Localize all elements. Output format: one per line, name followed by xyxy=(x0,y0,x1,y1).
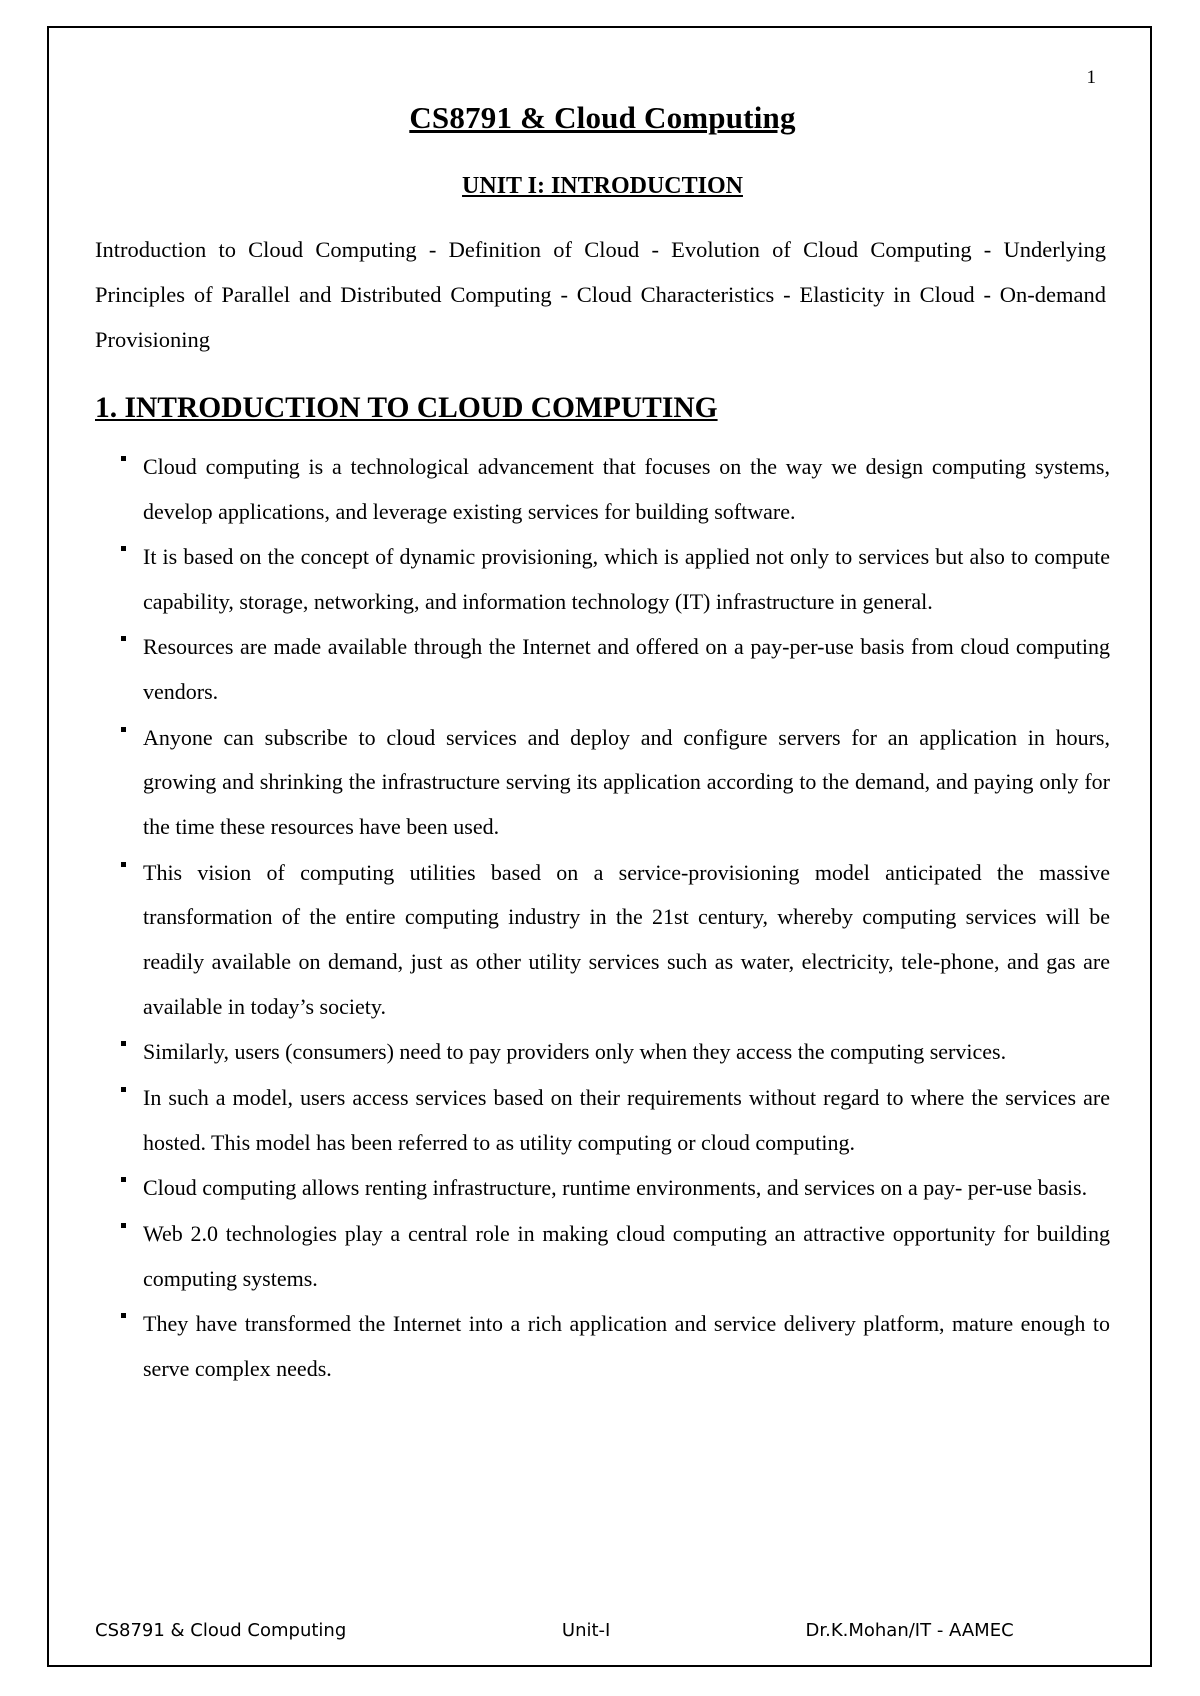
list-item-text: Resources are made available through the Internet and offered on a pay-per-use basis from cloud computing vendors. xyxy=(143,634,1110,705)
list-item-text: It is based on the concept of dynamic provisioning, which is applied not only to services but also to compute capability, storage, networking, and information technology (IT) infrastructure in general. xyxy=(143,544,1110,614)
list-item-text: Cloud computing allows renting infrastructure, runtime environments, and services on a pay- per-use basis. xyxy=(143,1175,1088,1201)
document-page xyxy=(47,26,1152,1667)
bullet-square-icon xyxy=(121,1177,126,1182)
document-title: CS8791 & Cloud Computing xyxy=(409,100,796,135)
bullet-square-icon xyxy=(121,1087,126,1092)
bullet-list xyxy=(95,445,1110,1392)
list-item-text: Cloud computing is a technological advancement that focuses on the way we design computing systems, develop applications, and leverage existing services for building software. xyxy=(143,453,1110,524)
bullet-square-icon xyxy=(121,1313,126,1318)
bullet-square-icon xyxy=(121,1041,126,1046)
list-item xyxy=(95,851,1110,1030)
list-item xyxy=(95,445,1110,534)
footer-middle: Unit-I xyxy=(561,1620,611,1641)
list-item xyxy=(95,625,1110,714)
page-number: 1 xyxy=(1086,67,1096,88)
list-item xyxy=(95,1166,1110,1211)
list-item-text: Similarly, users (consumers) need to pay providers only when they access the computing services. xyxy=(143,1039,1007,1065)
list-item xyxy=(95,716,1110,850)
section-heading: 1. INTRODUCTION TO CLOUD COMPUTING xyxy=(95,391,718,424)
bullet-square-icon xyxy=(121,862,126,867)
unit-title: UNIT I: INTRODUCTION xyxy=(462,173,743,200)
page-content xyxy=(95,66,1110,1655)
list-item-text: Web 2.0 technologies play a central role in making cloud computing an attractive opportunity for building computing systems. xyxy=(143,1221,1110,1291)
footer-left: CS8791 & Cloud Computing xyxy=(95,1620,347,1641)
bullet-square-icon xyxy=(121,727,126,732)
bullet-square-icon xyxy=(121,546,126,551)
list-item-text: They have transformed the Internet into a rich application and service delivery platform, mature enough to serve complex needs. xyxy=(143,1311,1110,1381)
page-footer xyxy=(95,1620,1110,1641)
list-item xyxy=(95,1212,1110,1301)
list-item xyxy=(95,1076,1110,1165)
list-item-text: This vision of computing utilities based on a service-provisioning model anticipated the massive transformation of the entire computing industry in the 21st century, whereby computing services will be readily available on demand, just as other utility services such as water, electricity, tele-phone, and gas are available in today’s society. xyxy=(143,859,1110,1019)
bullet-square-icon xyxy=(121,636,126,641)
bullet-square-icon xyxy=(121,1223,126,1228)
list-item-text: Anyone can subscribe to cloud services and deploy and configure servers for an application in hours, growing and shrinking the infrastructure serving its application according to the demand, and paying only for the time these resources have been used. xyxy=(143,724,1110,840)
footer-right: Dr.K.Mohan/IT - AAMEC xyxy=(805,1620,1014,1641)
syllabus-paragraph: Introduction to Cloud Computing - Definition of Cloud - Evolution of Cloud Computing - Underlying Principles of Parallel and Distributed Computing - Cloud Characteristics - Elasticity in Cloud - On-demand Provisioning xyxy=(95,236,1106,352)
bullet-square-icon xyxy=(121,456,126,461)
list-item xyxy=(95,1030,1110,1075)
list-item-text: In such a model, users access services based on their requirements without regard to where the services are hosted. This model has been referred to as utility computing or cloud computing. xyxy=(143,1085,1110,1155)
list-item xyxy=(95,535,1110,624)
list-item xyxy=(95,1302,1110,1391)
